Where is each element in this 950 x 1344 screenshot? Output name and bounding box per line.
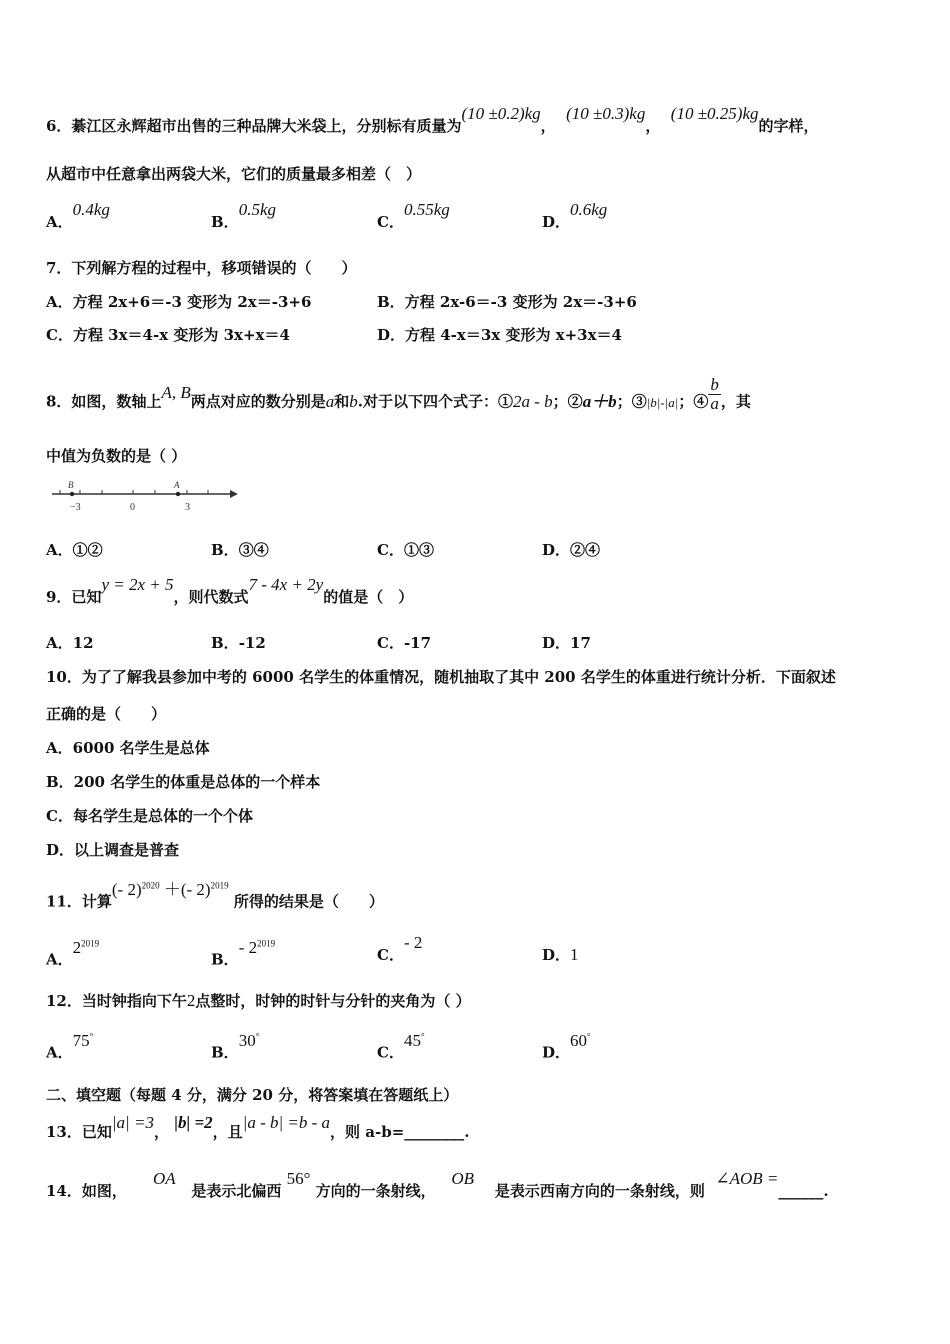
plus: ＋ [163, 879, 181, 899]
label-pos3: 3 [185, 502, 190, 513]
var-a: a [325, 391, 335, 411]
degree-value: 60 [570, 1030, 588, 1050]
q8-sep-2: ；② [552, 392, 583, 411]
q6-stem: 6．綦江区永辉超市出售的三种品牌大米袋上，分别标有质量为 [46, 117, 462, 135]
q7-stem: 7．下列解方程的过程中，移项错误的（ ） [46, 259, 357, 277]
q8-points: A, B [161, 382, 191, 402]
q11-stem-1: 11．计算 [46, 892, 112, 911]
option-value [570, 1031, 591, 1050]
q8-stem-end: ，其 [720, 392, 751, 411]
q7-option-c[interactable]: C．方程 3x＝4-x 变形为 3x+x＝4 [46, 326, 290, 344]
q13-stem [46, 1113, 470, 1142]
comma: ， [645, 117, 661, 135]
exponent: 2019 [81, 938, 100, 948]
option-value [239, 938, 275, 957]
option-label: A． [46, 213, 73, 231]
option-label: D． [542, 634, 571, 652]
q9-stem-1: 9．已知 [46, 588, 102, 606]
q11-option-d[interactable] [542, 945, 579, 965]
option-value: ③④ [238, 541, 269, 559]
degree-mark: ° [255, 1031, 260, 1041]
option-value: 12 [72, 634, 94, 652]
q13-answer-blank[interactable]: ，则 a-b=________. [330, 1123, 470, 1141]
q8-expr-2: a＋b [582, 391, 617, 411]
q10-option-c[interactable]: C．每名学生是总体的一个个体 [46, 807, 253, 825]
option-label: C． [377, 213, 404, 231]
option-label: C． [377, 1043, 404, 1062]
q10-option-d[interactable]: D．以上调查是普查 [46, 841, 180, 859]
q8-expr-3: |b|-|a| [646, 394, 679, 410]
q6-line1 [46, 104, 819, 136]
q14-stem-4: 是表示西南方向的一条射线，则 [494, 1182, 705, 1200]
q8-sep-3: ；③ [616, 392, 647, 411]
option-label: B． [211, 950, 239, 969]
option-label: C． [377, 634, 404, 652]
option-label: A． [46, 541, 73, 559]
option-label: C． [377, 946, 404, 964]
q6-option-c[interactable] [377, 200, 450, 232]
comma: ， [153, 1123, 169, 1141]
q8-option-a[interactable] [46, 540, 103, 560]
q9-expr-2: 7 - 4x + 2y [248, 575, 324, 594]
option-label: B． [211, 541, 239, 559]
q8-expr-4-fraction [708, 376, 721, 413]
angle-56: 56° [286, 1169, 311, 1188]
degree-mark: ° [420, 1031, 425, 1041]
q9-stem [46, 575, 414, 607]
degree-mark: ° [587, 1031, 591, 1041]
fraction-numerator: b [710, 375, 719, 394]
q12-option-b[interactable] [211, 1030, 260, 1063]
option-label: B． [211, 213, 239, 231]
q12-option-a[interactable] [46, 1030, 94, 1063]
option-value [404, 1031, 425, 1050]
q9-stem-3: 的值是（ ） [323, 588, 414, 606]
q11-stem [46, 879, 384, 912]
option-value: ①② [72, 541, 103, 559]
option-label: A． [46, 634, 73, 652]
comma: ， [540, 117, 556, 135]
q9-stem-2: ，则代数式 [173, 588, 249, 606]
q8-option-b[interactable] [211, 540, 269, 560]
option-label: D． [542, 1043, 571, 1062]
option-value: 0.4kg [72, 200, 110, 219]
option-value [239, 1031, 260, 1050]
option-value: -17 [403, 634, 432, 652]
option-value: 17 [570, 634, 591, 652]
q6-stem-end: 的字样， [758, 117, 819, 135]
q12-stem-2: 点整时，时钟的时针与分针的夹角为（ ） [195, 992, 471, 1010]
q8-stem-2: 两点对应的数分别是 [190, 392, 326, 411]
q10-line1: 10．为了了解我县参加中考的 6000 名学生的体重情况，随机抽取了其中 200 名学生的体重进行统计分析．下面叙述 [46, 668, 836, 686]
q10-line2: 正确的是（ ） [46, 705, 167, 723]
option-label: D． [542, 213, 571, 231]
degree-mark: ° [89, 1031, 94, 1041]
q8-and: 和 [334, 392, 350, 411]
q7-option-a[interactable]: A．方程 2x+6＝-3 变形为 2x＝-3+6 [46, 293, 312, 311]
q14-stem-3: 方向的一条射线， [315, 1182, 436, 1200]
q8-stem: 8．如图，数轴上 [46, 392, 162, 411]
q6-option-d[interactable] [542, 200, 608, 232]
label-neg3: −3 [70, 502, 81, 513]
base: 2 [72, 937, 82, 957]
degree-value: 30 [238, 1030, 256, 1050]
option-value [73, 938, 100, 957]
q9-option-a[interactable] [46, 633, 94, 653]
option-value: -12 [238, 634, 266, 652]
point-a [176, 492, 180, 496]
q6-option-a[interactable] [46, 200, 110, 232]
ray-oa: OA [153, 1169, 176, 1188]
q14-stem-2: 是表示北偏西 [191, 1182, 282, 1200]
option-value [73, 1031, 94, 1050]
q14-stem [46, 1169, 829, 1201]
q10-option-a[interactable]: A．6000 名学生是总体 [46, 739, 210, 757]
q7-option-d[interactable]: D．方程 4-x＝3x 变形为 x+3x＝4 [377, 326, 622, 344]
q8-stem-3: .对于以下四个式子：① [357, 392, 513, 411]
base: (- 2) [180, 879, 211, 899]
q13-expr-3: |a - b| =b - a [242, 1113, 331, 1132]
q11-option-a[interactable] [46, 937, 100, 970]
q13-expr-2: |b| =2 [174, 1113, 213, 1132]
q12-option-c[interactable] [377, 1030, 425, 1063]
q6-line2: 从超市中任意拿出两袋大米，它们的质量最多相差（ ） [46, 165, 422, 183]
q9-option-d[interactable] [542, 633, 591, 653]
option-label: A． [46, 950, 73, 969]
q9-option-c[interactable] [377, 633, 431, 653]
q11-expr [112, 880, 229, 899]
point-b [70, 492, 74, 496]
q9-option-b[interactable] [211, 633, 266, 653]
option-value: 1 [570, 945, 579, 964]
fraction-denominator: a [710, 394, 719, 413]
q11-stem-2: 所得的结果是（ ） [233, 892, 384, 911]
q12-stem-1: 12．当时钟指向下午 [46, 992, 187, 1010]
option-label: B． [211, 634, 239, 652]
q12-option-d[interactable] [542, 1030, 591, 1063]
label-b: B [68, 480, 74, 490]
option-label: C． [377, 541, 404, 559]
option-value: - 2 [403, 933, 423, 952]
option-label: B． [211, 1043, 239, 1062]
option-value: ①③ [403, 541, 434, 559]
section-title: 二、填空题（每题 4 分，满分 20 分，将答案填在答题纸上） [46, 1086, 459, 1104]
exponent: 2019 [210, 880, 229, 890]
q11-option-b[interactable] [211, 937, 276, 970]
q11-option-c[interactable] [377, 933, 423, 965]
q8-line1 [46, 375, 751, 421]
q9-expr-1: y = 2x + 5 [101, 575, 174, 594]
axis-arrow [230, 490, 238, 498]
q8-line2: 中值为负数的是（ ） [46, 447, 187, 465]
q13-expr-1: |a| =3 [111, 1113, 154, 1132]
q12-hour: 2 [186, 991, 196, 1010]
number-line-figure [50, 478, 240, 518]
ray-ob: OB [451, 1169, 474, 1188]
label-zero: 0 [130, 502, 135, 513]
q6-option-b[interactable] [211, 200, 276, 232]
q14-stem-1: 14．如图， [46, 1182, 127, 1200]
option-value: ②④ [570, 541, 601, 559]
angle-aob: ∠AOB = [715, 1169, 779, 1188]
q8-sep-4: ；④ [678, 392, 709, 411]
q12-stem [46, 991, 471, 1011]
option-label: D． [542, 541, 571, 559]
q8-option-d[interactable] [542, 540, 600, 560]
exponent: 2020 [141, 880, 160, 890]
option-value: 0.6kg [570, 200, 608, 219]
exponent: 2019 [257, 938, 276, 948]
q8-option-c[interactable] [377, 540, 434, 560]
q6-mass-3: (10 ±0.25)kg [670, 104, 759, 123]
q13-and: ，且 [212, 1123, 243, 1141]
base: - 2 [238, 937, 258, 957]
q6-mass-2: (10 ±0.3)kg [566, 104, 646, 123]
base: (- 2) [111, 879, 142, 899]
q14-answer-blank[interactable]: ______. [778, 1182, 829, 1200]
option-label: D． [542, 946, 571, 964]
var-b: b [349, 391, 358, 411]
option-value: 0.55kg [403, 200, 450, 219]
option-value: 0.5kg [238, 200, 276, 219]
degree-value: 45 [403, 1030, 421, 1050]
option-label: A． [46, 1043, 73, 1062]
q6-mass-1: (10 ±0.2)kg [461, 104, 541, 123]
q7-option-b[interactable]: B．方程 2x-6＝-3 变形为 2x＝-3+6 [377, 293, 637, 311]
q8-expr-1: 2a - b [513, 391, 553, 411]
degree-value: 75 [72, 1030, 90, 1050]
label-a: A [174, 480, 180, 490]
q10-option-b[interactable]: B．200 名学生的体重是总体的一个样本 [46, 773, 321, 791]
q13-stem-1: 13．已知 [46, 1123, 112, 1141]
